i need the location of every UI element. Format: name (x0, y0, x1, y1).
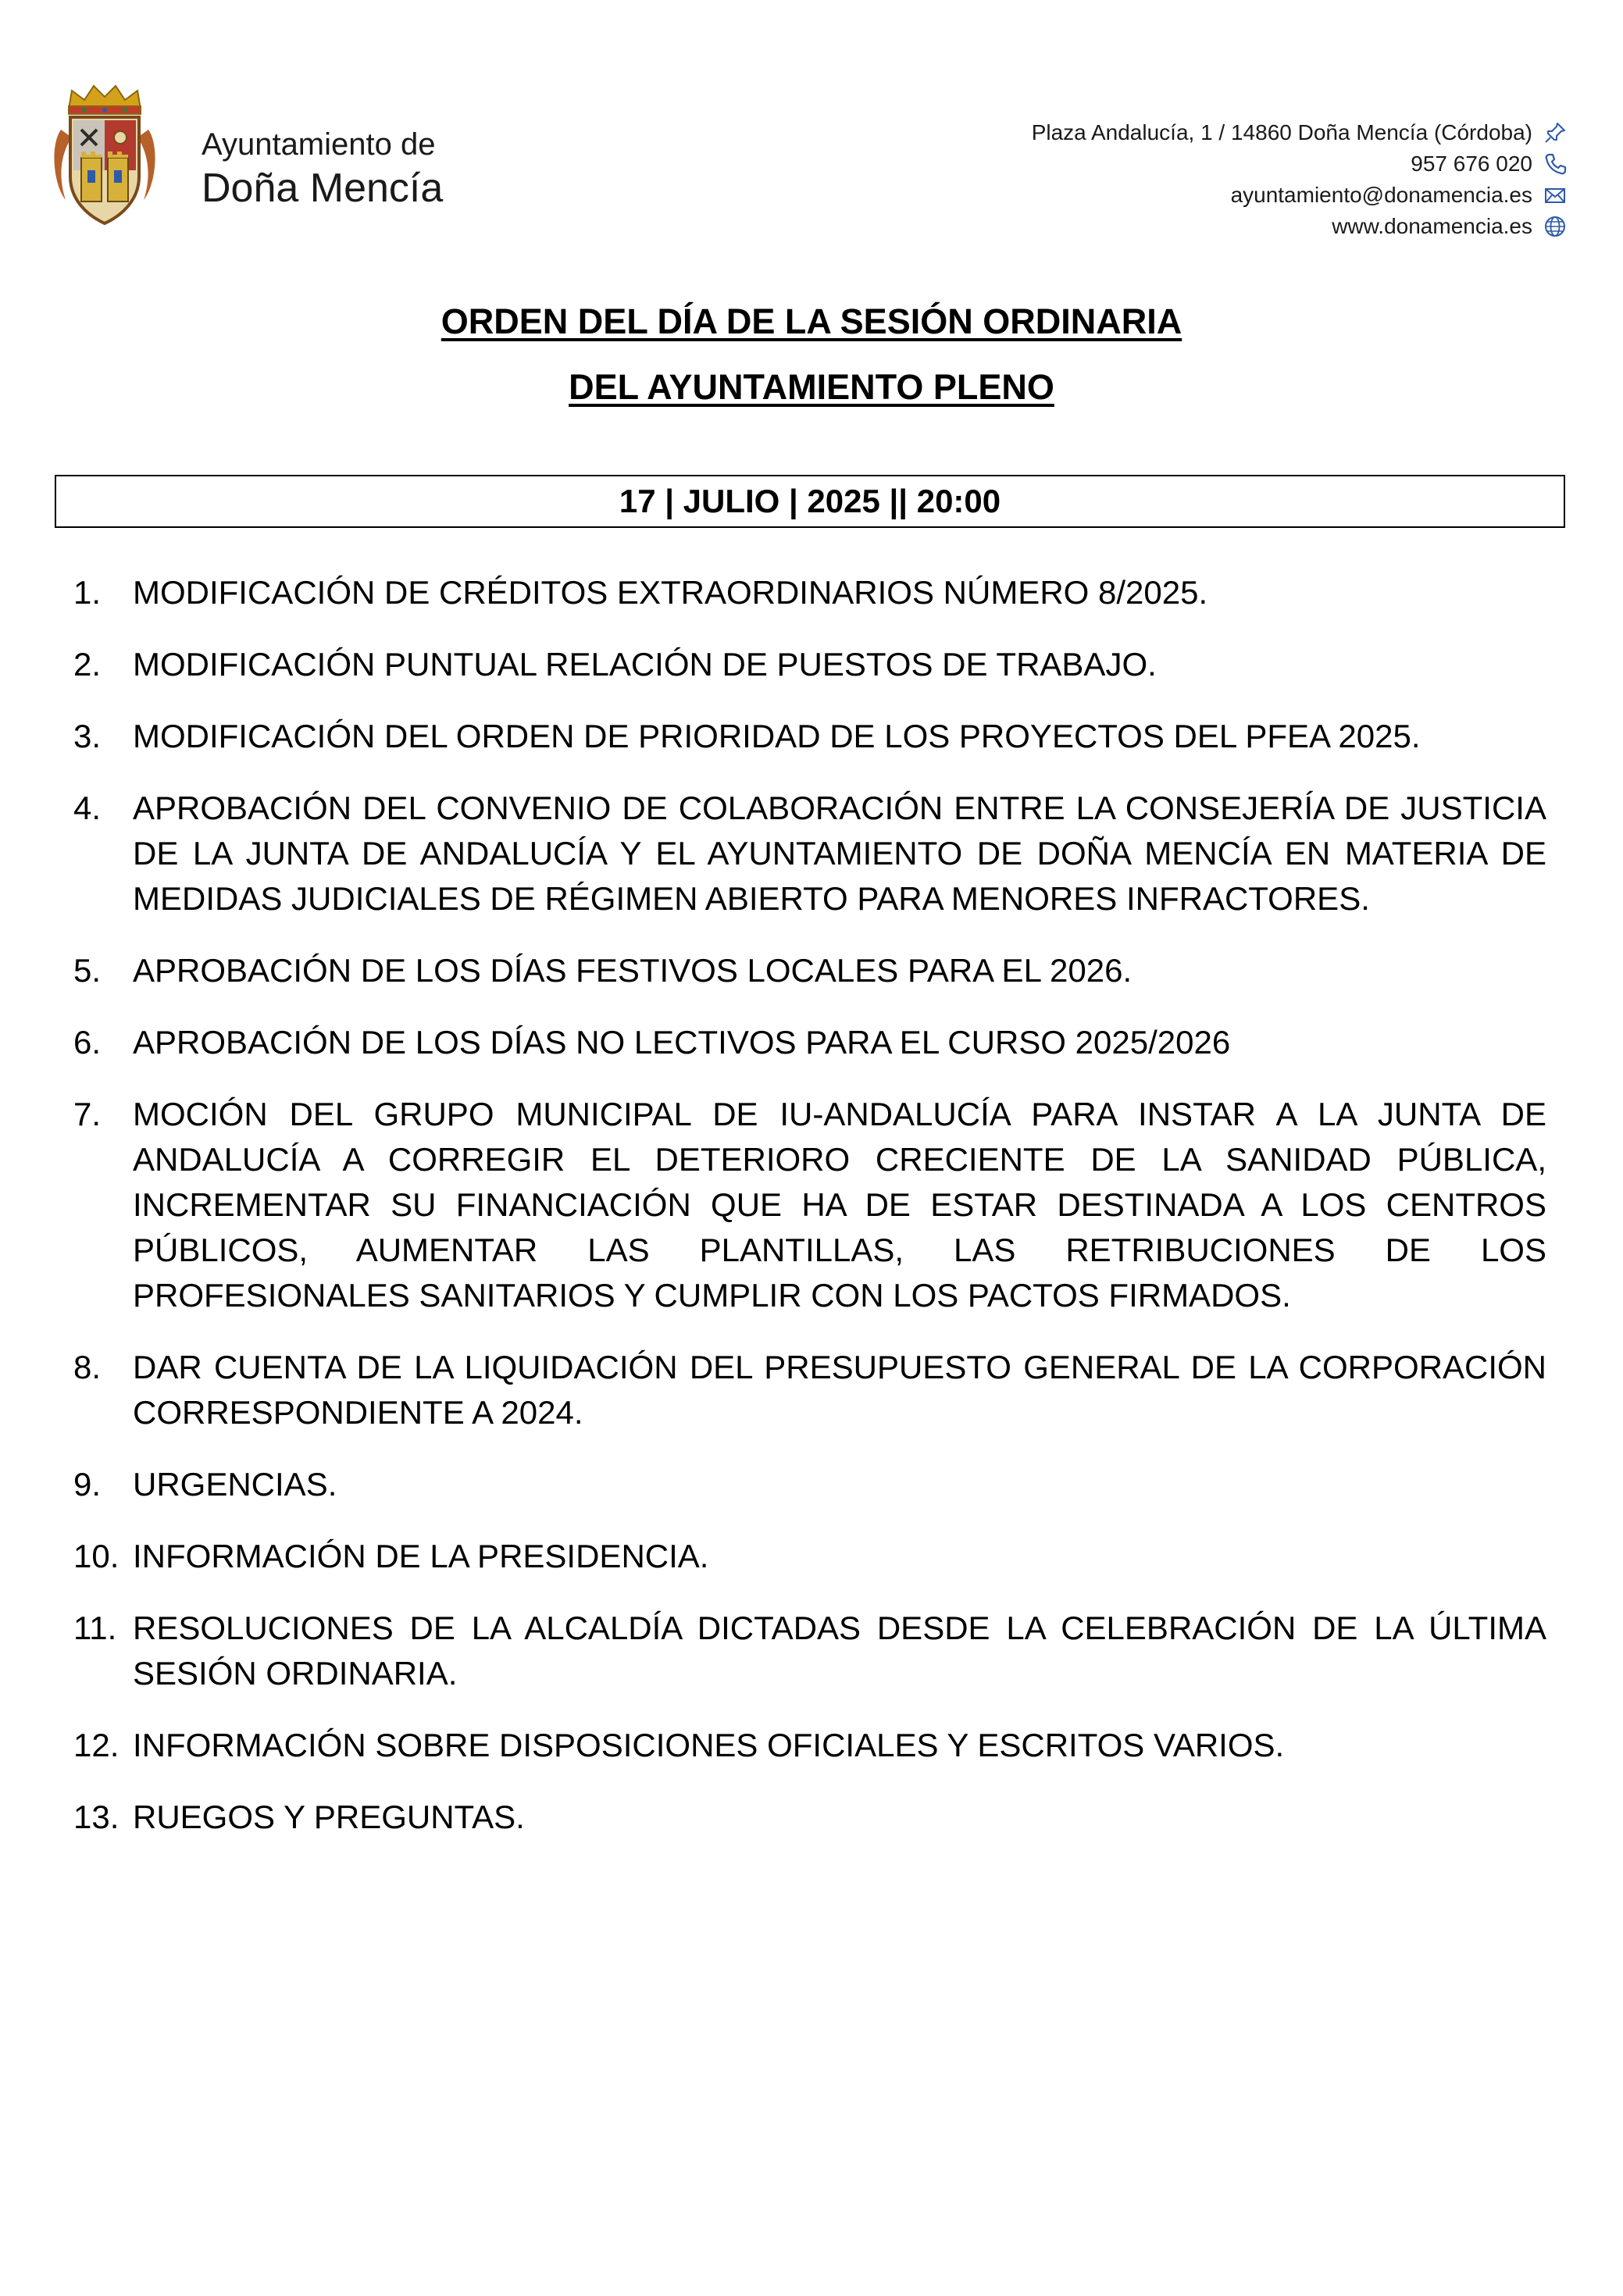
agenda-item (73, 1020, 1546, 1065)
agenda-item (73, 1606, 1546, 1696)
contact-phone (1032, 148, 1567, 180)
agenda-item-number: 1. (73, 574, 102, 611)
agenda-item-number: 7. (73, 1096, 102, 1132)
agenda-item-number: 8. (73, 1349, 102, 1385)
agenda-item-text: DAR CUENTA DE LA LIQUIDACIÓN DEL PRESUPUESTO GENERAL DE LA CORPORACIÓN CORRESPONDIENTE A 2024. (133, 1349, 1546, 1431)
agenda-item-text: APROBACIÓN DE LOS DÍAS NO LECTIVOS PARA EL CURSO 2025/2026 (133, 1024, 1231, 1061)
contact-block (1032, 117, 1567, 242)
contact-address (1032, 117, 1567, 148)
agenda-item-text: MOCIÓN DEL GRUPO MUNICIPAL DE IU-ANDALUCÍA PARA INSTAR A LA JUNTA DE ANDALUCÍA A CORREGIR EL DETERIORO CRECIENTE DE LA SANIDAD PÚBLICA, INCREMENTAR SU FINANCIACIÓN QUE HA DE ESTAR DESTINADA A LOS CENTROS PÚBLICOS, AUMENTAR LAS PLANTILLAS, LAS RETRIBUCIONES DE LOS PROFESIONALES SANITARIOS Y CUMPLIR CON LOS PACTOS FIRMADOS. (133, 1096, 1546, 1314)
website-text: www.donamencia.es (1332, 214, 1532, 238)
agenda-item (73, 1795, 1546, 1840)
agenda-item (73, 1092, 1546, 1318)
agenda-item (73, 1345, 1546, 1435)
agenda-item (73, 642, 1546, 687)
document-title-line2: DEL AYUNTAMIENTO PLENO (569, 367, 1054, 407)
contact-website (1032, 211, 1567, 242)
agenda-item (73, 1462, 1546, 1507)
coat-of-arms-icon (50, 83, 159, 228)
agenda-item-number: 3. (73, 718, 102, 754)
contact-email (1032, 180, 1567, 211)
address-text: Plaza Andalucía, 1 / 14860 Doña Mencía (Córdoba) (1031, 120, 1532, 144)
agenda-item-text: RUEGOS Y PREGUNTAS. (133, 1799, 525, 1835)
agenda-item-number: 5. (73, 952, 102, 989)
phone-icon (1543, 152, 1567, 176)
agenda-list (73, 570, 1546, 1866)
agenda-item (73, 786, 1546, 922)
globe-icon (1543, 215, 1567, 238)
agenda-item-number: 12. (73, 1727, 119, 1763)
agenda-item-number: 6. (73, 1024, 102, 1061)
agenda-item-number: 4. (73, 790, 102, 826)
org-name-line1: Ayuntamiento de (202, 127, 436, 162)
email-text: ayuntamiento@donamencia.es (1230, 183, 1532, 207)
agenda-item-number: 10. (73, 1538, 119, 1574)
agenda-item-number: 9. (73, 1466, 102, 1503)
phone-text: 957 676 020 (1411, 152, 1532, 176)
email-icon (1543, 184, 1567, 207)
org-name-line2: Doña Mencía (202, 166, 444, 211)
agenda-item-text: INFORMACIÓN DE LA PRESIDENCIA. (133, 1538, 709, 1574)
agenda-item (73, 714, 1546, 759)
agenda-item (73, 1534, 1546, 1579)
agenda-item-text: URGENCIAS. (133, 1466, 337, 1503)
agenda-item-text: MODIFICACIÓN DEL ORDEN DE PRIORIDAD DE LOS PROYECTOS DEL PFEA 2025. (133, 718, 1421, 754)
document-title-line1: ORDEN DEL DÍA DE LA SESIÓN ORDINARIA (441, 301, 1182, 341)
agenda-item-text: RESOLUCIONES DE LA ALCALDÍA DICTADAS DESDE LA CELEBRACIÓN DE LA ÚLTIMA SESIÓN ORDINARIA. (133, 1610, 1546, 1692)
agenda-item-text: INFORMACIÓN SOBRE DISPOSICIONES OFICIALES Y ESCRITOS VARIOS. (133, 1727, 1285, 1763)
pin-icon (1543, 121, 1567, 144)
agenda-item-number: 11. (73, 1610, 117, 1646)
agenda-item-text: APROBACIÓN DEL CONVENIO DE COLABORACIÓN ENTRE LA CONSEJERÍA DE JUSTICIA DE LA JUNTA DE ANDALUCÍA Y EL AYUNTAMIENTO DE DOÑA MENCÍA EN MATERIA DE MEDIDAS JUDICIALES DE RÉGIMEN ABIERTO PARA MENORES INFRACTORES. (133, 790, 1546, 917)
session-date-box (55, 475, 1565, 528)
agenda-item (73, 948, 1546, 993)
agenda-item-number: 13. (73, 1799, 119, 1835)
organization-name (202, 125, 443, 212)
agenda-item (73, 570, 1546, 615)
session-date-text: 17 | JULIO | 2025 || 20:00 (619, 483, 1001, 519)
agenda-item-text: APROBACIÓN DE LOS DÍAS FESTIVOS LOCALES PARA EL 2026. (133, 952, 1133, 989)
agenda-item-text: MODIFICACIÓN PUNTUAL RELACIÓN DE PUESTOS DE TRABAJO. (133, 646, 1157, 683)
agenda-item-text: MODIFICACIÓN DE CRÉDITOS EXTRAORDINARIOS NÚMERO 8/2025. (133, 574, 1208, 611)
agenda-item-number: 2. (73, 646, 102, 683)
agenda-item (73, 1723, 1546, 1768)
